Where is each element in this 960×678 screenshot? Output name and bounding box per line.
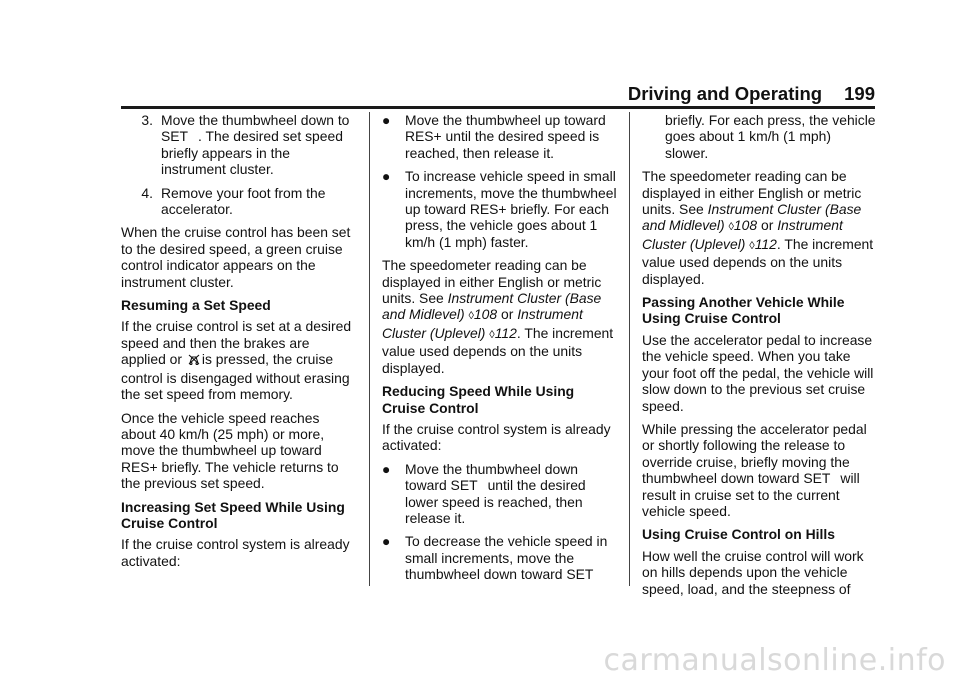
paragraph — [642, 421, 878, 519]
paragraph-text-a: While pressing the accelerator pedal or shortly following the release to override cruise, briefly moving the thumbwheel down toward SET — [642, 420, 867, 487]
paragraph-text-a: The speedometer reading can be displayed in either English or metric units. See — [382, 257, 602, 307]
step-4 — [121, 185, 357, 218]
page-header — [628, 83, 875, 105]
bullet-text: Move the thumbwheel up toward RES+ until the desired speed is reached, then release it. — [405, 112, 606, 161]
reference-page[interactable]: 112 — [754, 235, 777, 252]
step-text: Remove your foot from the accelerator. — [161, 184, 326, 218]
column-3 — [642, 112, 878, 604]
watermark: carmanualsonline.info — [603, 643, 946, 678]
bullet-item — [382, 533, 618, 582]
bullet-item — [382, 168, 618, 250]
or-text: or — [760, 217, 774, 234]
step-text-b: . The desired set speed briefly appears in the instrument cluster. — [161, 128, 343, 178]
bullet-dot: ● — [382, 460, 391, 477]
paragraph-text-a: If the cruise control is set at a desired speed and then the brakes are applied or — [121, 318, 352, 368]
bullet-dot: ● — [382, 112, 391, 128]
reference-page[interactable]: 108 — [473, 306, 498, 323]
cross-reference-link[interactable]: Instrument Cluster (Uplevel) — [382, 306, 583, 341]
paragraph — [382, 257, 618, 376]
subheading-reducing: Reducing Speed While Using Cruise Control — [382, 383, 575, 416]
paragraph-text-b: will result in cruise set to the current vehicle speed. — [642, 470, 860, 519]
paragraph-text-b: is pressed, the cruise control is disengaged without erasing the set speed from memory. — [121, 351, 350, 403]
column-divider — [369, 112, 370, 586]
subheading-increasing: Increasing Set Speed While Using Cruise Control — [121, 498, 345, 531]
bullet-continuation: briefly. For each press, the vehicle goes about 1 km/h (1 mph) slower. — [665, 112, 876, 161]
or-text: or — [500, 306, 514, 323]
page-number: 199 — [844, 83, 875, 104]
paragraph: If the cruise control system is already activated: — [382, 420, 611, 454]
paragraph-text-a: The speedometer reading can be displayed in either English or metric units. See — [642, 168, 862, 218]
bullet-item — [382, 112, 618, 161]
column-divider — [629, 112, 630, 586]
paragraph-text-b: The increment value used depends on the units displayed. — [642, 235, 874, 287]
paragraph — [121, 318, 357, 402]
cross-reference-link[interactable]: Instrument Cluster (Base and Midlevel) — [642, 201, 862, 234]
reference-page[interactable]: 108 — [733, 217, 758, 234]
bullet-text: To decrease the vehicle speed in small increments, move the thumbwheel down toward SET — [405, 533, 608, 583]
step-number: 3. — [141, 112, 153, 128]
reference-arrow-icon: ◊ — [749, 239, 755, 252]
step-text — [161, 112, 357, 178]
paragraph: Once the vehicle speed reaches about 40 km/h (25 mph) or more, move the thumbwheel up toward RES+ briefly. The vehicle returns to the previous set speed. — [121, 409, 339, 492]
bullet-dot: ● — [382, 168, 391, 185]
bullet-text-a: Move the thumbwheel down toward SET — [405, 460, 578, 494]
step-3 — [121, 112, 357, 178]
reference-arrow-icon: ◊ — [468, 310, 474, 323]
subheading-resuming: Resuming a Set Speed — [121, 297, 271, 314]
bullet-text — [405, 461, 618, 527]
reference-arrow-icon: ◊ — [728, 221, 734, 234]
reference-arrow-icon: ◊ — [489, 328, 495, 341]
step-text-a: Move the thumbwheel down to SET — [161, 112, 350, 145]
paragraph: When the cruise control has been set to the desired speed, a green cruise control indicator appears on the instrument cluster. — [121, 224, 351, 290]
bullet-dot: ● — [382, 533, 391, 550]
subheading-hills: Using Cruise Control on Hills — [642, 526, 835, 543]
paragraph: How well the cruise control will work on hills depends upon the vehicle speed, load, and the steepness of — [642, 547, 864, 597]
paragraph — [642, 168, 878, 287]
paragraph: If the cruise control system is already activated: — [121, 536, 350, 569]
reference-page[interactable]: 112 — [494, 324, 517, 341]
cruise-cancel-icon — [187, 353, 201, 369]
paragraph-text-b: The increment value used depends on the units displayed. — [382, 324, 614, 376]
bullet-text-b: until the desired lower speed is reached, then release it. — [405, 477, 586, 526]
column-1 — [121, 112, 357, 576]
header-rule — [121, 106, 875, 109]
cross-reference-link[interactable]: Instrument Cluster (Uplevel) — [642, 217, 843, 252]
period: . — [776, 235, 781, 252]
bullet-text: To increase vehicle speed in small increments, move the thumbwheel up toward RES+ briefly. For each press, the vehicle goes about 1 km/h (1 mph) faster. — [405, 168, 617, 250]
section-title: Driving and Operating — [627, 83, 823, 104]
bullet-item — [382, 461, 618, 527]
subheading-passing: Passing Another Vehicle While Using Cruise Control — [642, 294, 845, 327]
step-number: 4. — [141, 184, 153, 201]
period: . — [516, 324, 521, 341]
paragraph: Use the accelerator pedal to increase the vehicle speed. When you take your foot off the pedal, the vehicle will slow down to the previous set cruise speed. — [642, 331, 874, 414]
cross-reference-link[interactable]: Instrument Cluster (Base and Midlevel) — [382, 290, 602, 323]
column-2 — [382, 112, 618, 590]
